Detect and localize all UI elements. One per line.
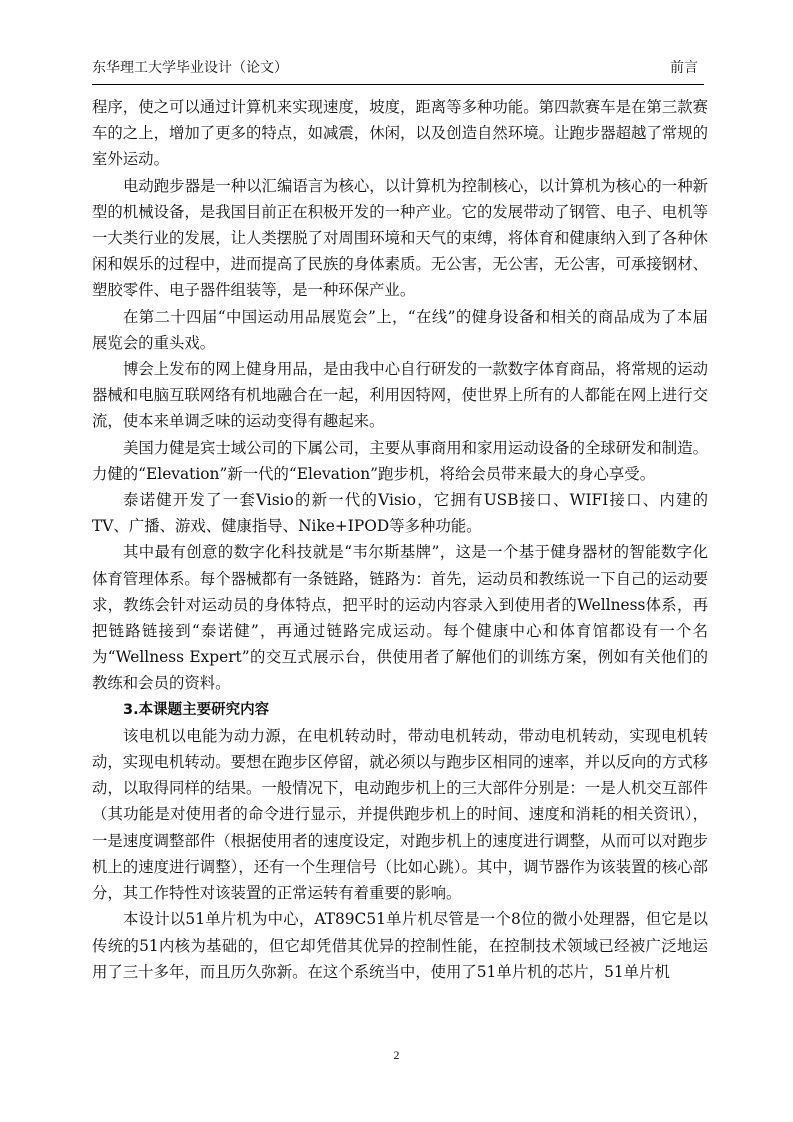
paragraph: 博会上发布的网上健身用品，是由我中心自行研发的一款数字体育商品，将常规的运动器械和电脑互联网络有机地融合在一起，利用因特网，使世界上所有的人都能在网上进行交流，使本来单调乏味的运动变得有趣起来。 (92, 360, 708, 431)
page-header (92, 58, 704, 85)
paragraph-continued: 程序，使之可以通过计算机来实现速度，坡度，距离等多种功能。第四款赛车是在第三款赛车的之上，增加了更多的特点，如减震，休闲，以及创造自然环境。让跑步器超越了常规的室外运动。 (92, 98, 708, 169)
paragraph: 在第二十四届“中国运动用品展览会”上，“在线”的健身设备和相关的商品成为了本届展览会的重头戏。 (92, 307, 708, 352)
paragraph: 泰诺健开发了一套Visio的新一代的Visio，它拥有USB接口、WIFI接口、内建的TV、广播、游戏、健康指导、Nike+IPOD等多种功能。 (92, 491, 708, 536)
paragraph: 本设计以51单片机为中心，AT89C51单片机尽管是一个8位的微小处理器，但它是以传统的51内核为基础的，但它却凭借其优异的控制性能，在控制技术领域已经被广泛地运用了三十多年，而且历久弥新。在这个系统当中，使用了51单片机的芯片，51单片机 (92, 910, 708, 981)
section-heading: 3.本课题主要研究内容 (123, 701, 270, 718)
paragraph: 该电机以电能为动力源，在电机转动时，带动电机转动，带动电机转动，实现电机转动，实现电机转动。要想在跑步区停留，就必须以与跑步区相同的速率，并以反向的方式移动，以取得同样的结果。一般情况下，电动跑步机上的三大部件分别是：一是人机交互部件（其功能是对使用者的命令进行显示，并提供跑步机上的时间、速度和消耗的相关资讯），一是速度调整部件（根据使用者的速度设定，对跑步机上的速度进行调整，从而可以对跑步机上的速度进行调整），还有一个生理信号（比如心跳）。其中，调节器作为该装置的核心部分，其工作特性对该装置的正常运转有着重要的影响。 (92, 726, 708, 903)
body-text (92, 94, 708, 985)
paragraph: 其中最有创意的数字化科技就是“韦尔斯基牌”，这是一个基于健身器材的智能数字化体育管理体系。每个器械都有一条链路，链路为：首先，运动员和教练说一下自己的运动要求，教练会针对运动员的身体特点，把平时的运动内容录入到使用者的Wellness体系，再把链路链接到“泰诺健”，再通过链路完成运动。每个健康中心和体育馆都设有一个名为“Wellness Expert”的交互式展示台，供使用者了解他们的训练方案，例如有关他们的教练和会员的资料。 (92, 543, 708, 693)
page-number: 2 (393, 1048, 400, 1062)
header-thesis-title: 东华理工大学毕业设计（论文） (92, 60, 288, 76)
paragraph: 电动跑步器是一种以汇编语言为核心，以计算机为控制核心，以计算机为核心的一种新型的机械设备，是我国目前正在积极开发的一种产业。它的发展带动了钢管、电子、电机等一大类行业的发展，让人类摆脱了对周围环境和天气的束缚，将体育和健康纳入到了各种休闲和娱乐的过程中，进而提高了民族的身体素质。无公害，无公害，无公害，可承接钢材、塑胶零件、电子器件组装等，是一种环保产业。 (92, 176, 708, 300)
paragraph: 美国力健是宾士域公司的下属公司，主要从事商用和家用运动设备的全球研发和制造。力健的“Elevation”新一代的“Elevation”跑步机，将给会员带来最大的身心享受。 (92, 438, 708, 483)
header-section-name: 前言 (670, 60, 698, 76)
